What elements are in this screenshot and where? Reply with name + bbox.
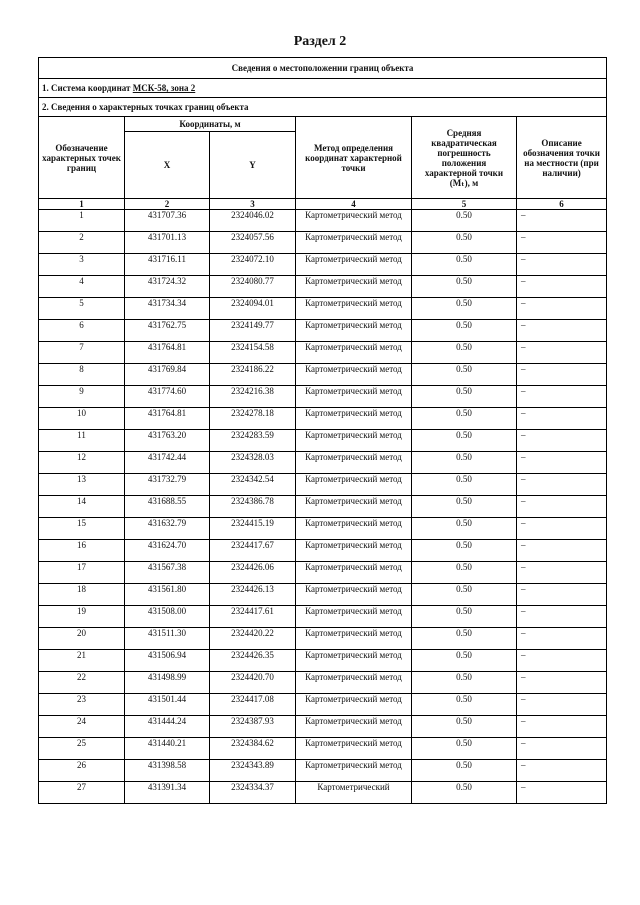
table-row [39, 650, 607, 672]
description-cell: – [517, 650, 607, 672]
description-cell: – [517, 320, 607, 342]
description-cell: – [517, 562, 607, 584]
header-method: Метод определения координат характерной точки [296, 117, 412, 199]
y-coordinate: 2324417.08 [210, 694, 296, 716]
error-cell: 0.50 [412, 452, 517, 474]
table-row [39, 518, 607, 540]
y-coordinate: 2324072.10 [210, 254, 296, 276]
error-cell: 0.50 [412, 606, 517, 628]
point-number: 9 [39, 386, 125, 408]
x-coordinate: 431391.34 [125, 782, 210, 804]
description-cell: – [517, 452, 607, 474]
error-cell: 0.50 [412, 672, 517, 694]
point-number: 23 [39, 694, 125, 716]
error-cell: 0.50 [412, 694, 517, 716]
description-cell: – [517, 672, 607, 694]
table-row [39, 738, 607, 760]
point-number: 7 [39, 342, 125, 364]
x-coordinate: 431624.70 [125, 540, 210, 562]
point-number: 21 [39, 650, 125, 672]
table-row [39, 782, 607, 804]
coord-system-label: 1. Система координат [42, 83, 133, 93]
method-cell: Картометрический метод [296, 276, 412, 298]
point-number: 3 [39, 254, 125, 276]
x-coordinate: 431732.79 [125, 474, 210, 496]
y-coordinate: 2324417.61 [210, 606, 296, 628]
table-row [39, 474, 607, 496]
error-cell: 0.50 [412, 320, 517, 342]
description-cell: – [517, 342, 607, 364]
error-cell: 0.50 [412, 386, 517, 408]
method-cell: Картометрический метод [296, 584, 412, 606]
table-row [39, 298, 607, 320]
col-number: 1 [39, 199, 125, 210]
x-coordinate: 431501.44 [125, 694, 210, 716]
error-cell: 0.50 [412, 584, 517, 606]
error-cell: 0.50 [412, 408, 517, 430]
coord-system-row [39, 79, 607, 98]
error-cell: 0.50 [412, 716, 517, 738]
y-coordinate: 2324343.89 [210, 760, 296, 782]
header-y: Y [210, 132, 296, 199]
table-row [39, 254, 607, 276]
table-row [39, 364, 607, 386]
y-coordinate: 2324278.18 [210, 408, 296, 430]
y-coordinate: 2324415.19 [210, 518, 296, 540]
error-cell: 0.50 [412, 474, 517, 496]
x-coordinate: 431398.58 [125, 760, 210, 782]
method-cell: Картометрический метод [296, 364, 412, 386]
table-row [39, 628, 607, 650]
x-coordinate: 431769.84 [125, 364, 210, 386]
method-cell: Картометрический метод [296, 210, 412, 232]
description-cell: – [517, 430, 607, 452]
method-cell: Картометрический метод [296, 474, 412, 496]
method-cell: Картометрический метод [296, 254, 412, 276]
point-number: 14 [39, 496, 125, 518]
error-cell: 0.50 [412, 430, 517, 452]
x-coordinate: 431742.44 [125, 452, 210, 474]
point-number: 24 [39, 716, 125, 738]
y-coordinate: 2324328.03 [210, 452, 296, 474]
description-cell: – [517, 716, 607, 738]
method-cell: Картометрический метод [296, 430, 412, 452]
table-row [39, 760, 607, 782]
method-cell: Картометрический метод [296, 562, 412, 584]
y-coordinate: 2324420.22 [210, 628, 296, 650]
points-section-title: 2. Сведения о характерных точках границ объекта [39, 98, 607, 117]
y-coordinate: 2324426.13 [210, 584, 296, 606]
section-title: Раздел 2 [293, 34, 347, 49]
col-number: 6 [517, 199, 607, 210]
description-cell: – [517, 276, 607, 298]
point-number: 26 [39, 760, 125, 782]
method-cell: Картометрический [296, 782, 412, 804]
error-cell: 0.50 [412, 760, 517, 782]
description-cell: – [517, 518, 607, 540]
x-coordinate: 431440.21 [125, 738, 210, 760]
x-coordinate: 431561.80 [125, 584, 210, 606]
point-number: 11 [39, 430, 125, 452]
method-cell: Картометрический метод [296, 650, 412, 672]
method-cell: Картометрический метод [296, 496, 412, 518]
table-row [39, 716, 607, 738]
table-row [39, 452, 607, 474]
point-number: 19 [39, 606, 125, 628]
point-number: 18 [39, 584, 125, 606]
error-cell: 0.50 [412, 562, 517, 584]
method-cell: Картометрический метод [296, 298, 412, 320]
table-title: Сведения о местоположении границ объекта [39, 58, 607, 79]
point-number: 5 [39, 298, 125, 320]
x-coordinate: 431707.36 [125, 210, 210, 232]
table-row [39, 430, 607, 452]
point-number: 4 [39, 276, 125, 298]
x-coordinate: 431506.94 [125, 650, 210, 672]
point-number: 8 [39, 364, 125, 386]
point-number: 25 [39, 738, 125, 760]
header-coords: Координаты, м [125, 117, 296, 132]
y-coordinate: 2324046.02 [210, 210, 296, 232]
header-description: Описание обозначения точки на местности (при наличии) [517, 117, 607, 199]
column-numbers-row [39, 199, 607, 210]
point-number: 17 [39, 562, 125, 584]
description-cell: – [517, 210, 607, 232]
point-number: 27 [39, 782, 125, 804]
y-coordinate: 2324420.70 [210, 672, 296, 694]
y-coordinate: 2324426.06 [210, 562, 296, 584]
description-cell: – [517, 628, 607, 650]
table-row [39, 672, 607, 694]
error-cell: 0.50 [412, 782, 517, 804]
point-number: 20 [39, 628, 125, 650]
table-row [39, 342, 607, 364]
x-coordinate: 431762.75 [125, 320, 210, 342]
x-coordinate: 431724.32 [125, 276, 210, 298]
method-cell: Картометрический метод [296, 694, 412, 716]
method-cell: Картометрический метод [296, 408, 412, 430]
header-x: X [125, 132, 210, 199]
x-coordinate: 431688.55 [125, 496, 210, 518]
description-cell: – [517, 760, 607, 782]
description-cell: – [517, 496, 607, 518]
table-row [39, 276, 607, 298]
error-cell: 0.50 [412, 628, 517, 650]
point-number: 15 [39, 518, 125, 540]
table-row [39, 562, 607, 584]
point-number: 6 [39, 320, 125, 342]
table-row [39, 210, 607, 232]
error-cell: 0.50 [412, 540, 517, 562]
table-row [39, 232, 607, 254]
col-number: 3 [210, 199, 296, 210]
method-cell: Картометрический метод [296, 452, 412, 474]
col-number: 4 [296, 199, 412, 210]
header-error: Средняя квадратическая погрешность положения характерной точки (Mₜ), м [412, 117, 517, 199]
description-cell: – [517, 254, 607, 276]
x-coordinate: 431764.81 [125, 408, 210, 430]
y-coordinate: 2324384.62 [210, 738, 296, 760]
x-coordinate: 431701.13 [125, 232, 210, 254]
x-coordinate: 431734.34 [125, 298, 210, 320]
error-cell: 0.50 [412, 232, 517, 254]
point-number: 2 [39, 232, 125, 254]
description-cell: – [517, 364, 607, 386]
boundary-table [38, 57, 607, 804]
col-number: 5 [412, 199, 517, 210]
y-coordinate: 2324094.01 [210, 298, 296, 320]
description-cell: – [517, 738, 607, 760]
y-coordinate: 2324154.58 [210, 342, 296, 364]
table-row [39, 496, 607, 518]
y-coordinate: 2324417.67 [210, 540, 296, 562]
y-coordinate: 2324387.93 [210, 716, 296, 738]
y-coordinate: 2324186.22 [210, 364, 296, 386]
error-cell: 0.50 [412, 254, 517, 276]
method-cell: Картометрический метод [296, 232, 412, 254]
description-cell: – [517, 386, 607, 408]
table-row [39, 694, 607, 716]
x-coordinate: 431567.38 [125, 562, 210, 584]
description-cell: – [517, 606, 607, 628]
error-cell: 0.50 [412, 518, 517, 540]
point-number: 16 [39, 540, 125, 562]
method-cell: Картометрический метод [296, 342, 412, 364]
point-number: 13 [39, 474, 125, 496]
y-coordinate: 2324426.35 [210, 650, 296, 672]
point-number: 10 [39, 408, 125, 430]
method-cell: Картометрический метод [296, 672, 412, 694]
error-cell: 0.50 [412, 496, 517, 518]
x-coordinate: 431764.81 [125, 342, 210, 364]
point-number: 22 [39, 672, 125, 694]
x-coordinate: 431763.20 [125, 430, 210, 452]
error-cell: 0.50 [412, 364, 517, 386]
description-cell: – [517, 584, 607, 606]
method-cell: Картометрический метод [296, 518, 412, 540]
method-cell: Картометрический метод [296, 628, 412, 650]
table-row [39, 408, 607, 430]
error-cell: 0.50 [412, 650, 517, 672]
description-cell: – [517, 474, 607, 496]
method-cell: Картометрический метод [296, 540, 412, 562]
header-designation: Обозначение характерных точек границ [39, 117, 125, 199]
description-cell: – [517, 540, 607, 562]
method-cell: Картометрический метод [296, 738, 412, 760]
y-coordinate: 2324080.77 [210, 276, 296, 298]
point-number: 1 [39, 210, 125, 232]
error-cell: 0.50 [412, 210, 517, 232]
coord-system-value: МСК-58, зона 2 [132, 83, 196, 93]
method-cell: Картометрический метод [296, 760, 412, 782]
table-row [39, 386, 607, 408]
x-coordinate: 431444.24 [125, 716, 210, 738]
description-cell: – [517, 232, 607, 254]
description-cell: – [517, 298, 607, 320]
description-cell: – [517, 408, 607, 430]
error-cell: 0.50 [412, 738, 517, 760]
table-row [39, 584, 607, 606]
table-row [39, 606, 607, 628]
y-coordinate: 2324334.37 [210, 782, 296, 804]
error-cell: 0.50 [412, 298, 517, 320]
y-coordinate: 2324342.54 [210, 474, 296, 496]
y-coordinate: 2324057.56 [210, 232, 296, 254]
table-row [39, 320, 607, 342]
y-coordinate: 2324386.78 [210, 496, 296, 518]
y-coordinate: 2324216.38 [210, 386, 296, 408]
x-coordinate: 431716.11 [125, 254, 210, 276]
x-coordinate: 431632.79 [125, 518, 210, 540]
x-coordinate: 431498.99 [125, 672, 210, 694]
table-row [39, 540, 607, 562]
method-cell: Картометрический метод [296, 386, 412, 408]
y-coordinate: 2324149.77 [210, 320, 296, 342]
point-number: 12 [39, 452, 125, 474]
description-cell: – [517, 782, 607, 804]
col-number: 2 [125, 199, 210, 210]
error-cell: 0.50 [412, 276, 517, 298]
method-cell: Картометрический метод [296, 606, 412, 628]
error-cell: 0.50 [412, 342, 517, 364]
boundary-table-wrap [38, 57, 606, 804]
x-coordinate: 431511.30 [125, 628, 210, 650]
y-coordinate: 2324283.59 [210, 430, 296, 452]
method-cell: Картометрический метод [296, 320, 412, 342]
x-coordinate: 431508.00 [125, 606, 210, 628]
x-coordinate: 431774.60 [125, 386, 210, 408]
description-cell: – [517, 694, 607, 716]
method-cell: Картометрический метод [296, 716, 412, 738]
